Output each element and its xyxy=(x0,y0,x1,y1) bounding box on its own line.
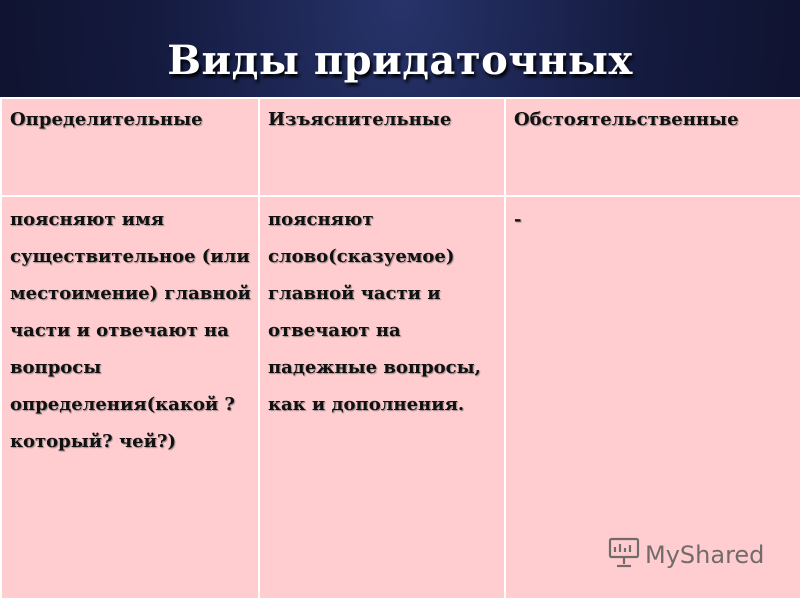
header-explanatory: Изъяснительные xyxy=(259,98,505,196)
slide-title: Виды придаточных xyxy=(167,37,633,84)
watermark-text: MyShared xyxy=(645,541,765,569)
header-adverbial: Обстоятельственные xyxy=(505,98,800,196)
clause-types-table-container xyxy=(0,97,800,600)
cell-explanatory-description: поясняют слово(сказуемое) главной части и отвечают на падежные вопросы, как и дополнения. xyxy=(259,196,505,599)
presentation-board-icon xyxy=(607,535,641,575)
cell-adverbial-description: - xyxy=(505,196,800,599)
watermark xyxy=(607,535,764,575)
cell-attributive-description: поясняют имя существительное (или местоимение) главной части и отвечают на вопросы определения(какой ? который? чей?) xyxy=(1,196,259,599)
header-attributive: Определительные xyxy=(1,98,259,196)
clause-types-table xyxy=(0,97,800,600)
table-header-row xyxy=(1,98,800,196)
